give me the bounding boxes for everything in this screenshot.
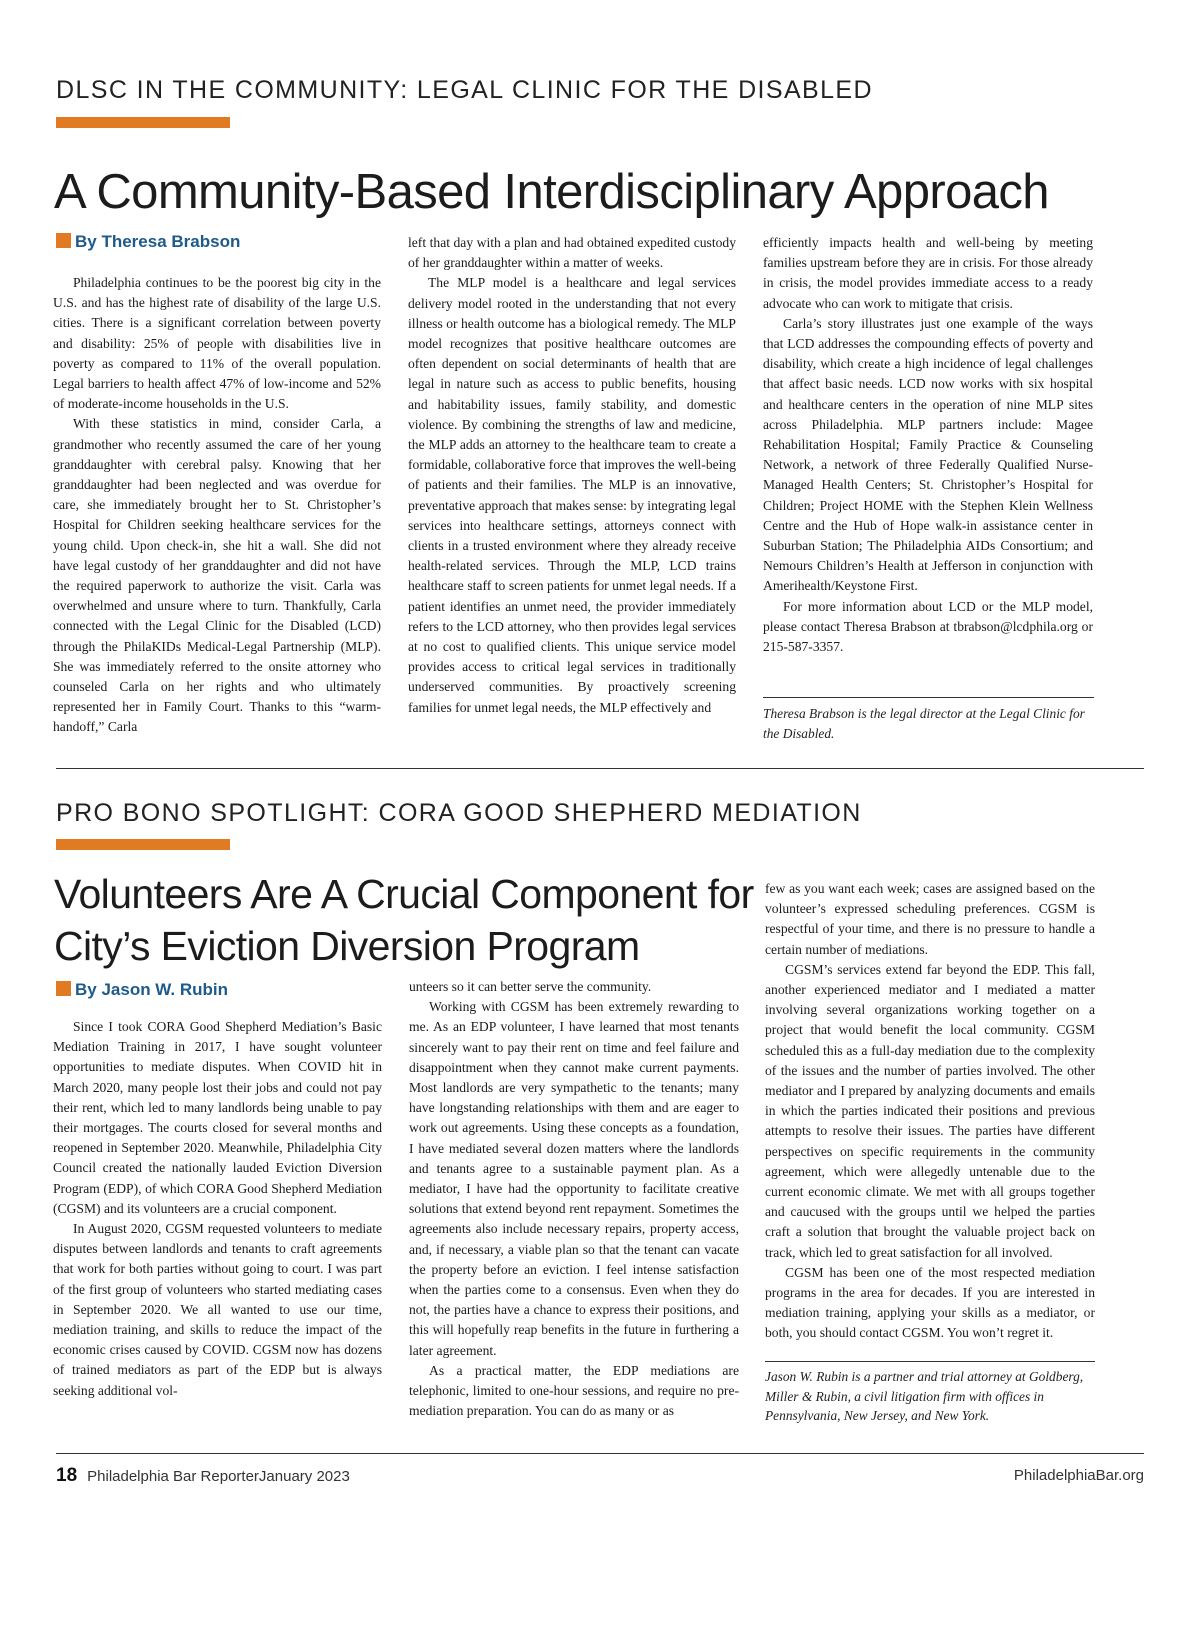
page-footer	[56, 1465, 1144, 1487]
byline-text: By Theresa Brabson	[75, 232, 241, 251]
article-column-1	[53, 273, 381, 738]
bio-rule	[763, 697, 1094, 698]
article-column-2	[408, 233, 736, 718]
section-accent-bar	[56, 839, 230, 850]
website-link[interactable]: PhiladelphiaBar.org	[1013, 1467, 1144, 1484]
paragraph-continued: few as you want each week; cases are assigned based on the volunteer’s expressed scheduling preferences. CGSM is respectful of your time, and there is no pressure to handle a certain number of mediations.	[765, 881, 1095, 957]
section-label: DLSC IN THE COMMUNITY: LEGAL CLINIC FOR THE DISABLED	[56, 76, 873, 104]
paragraph: The MLP model is a healthcare and legal services delivery model rooted in the understanding that not every illness or health outcome has a biological remedy. The MLP model recognizes that positive healthcare outcomes are often dependent on social determinants of health that are legal in nature such as access to public benefits, housing and habitability issues, family stability, and domestic violence. By combining the strengths of law and medicine, the MLP adds an attorney to the healthcare team to create a formidable, collaborative force that improves the well-being of patients and their families. The MLP is an innovative, preventative approach that makes sense: by integrating legal services into healthcare settings, attorneys connect with clients in a trusted environment where they already receive health-related services. Through the MLP, LCD trains healthcare staff to screen patients for unmet legal needs. If a patient identifies an unmet need, the provider immediately refers to the LCD attorney, who then provides legal services at no cost to qualified clients. This unique service model provides access to critical legal services in traditionally underserved communities. By proactively screening families for unmet legal needs, the MLP effectively and	[408, 275, 737, 715]
article-headline: A Community-Based Interdisciplinary Approach	[54, 165, 1049, 219]
paragraph: Philadelphia continues to be the poorest big city in the U.S. and has the highest rate of disability of the large U.S. cities. There is a significant correlation between poverty and disability: 25% of people with disabilities live in poverty as compared to 11% of the overall population. Legal barriers to health affect 47% of low-income and 52% of moderate-income households in the U.S.	[53, 275, 381, 412]
page-number: 18	[56, 1465, 78, 1486]
publication-name: Philadelphia Bar Reporter	[87, 1468, 259, 1485]
paragraph: With these statistics in mind, consider Carla, a grandmother who recently assumed the care of her young granddaughter with cerebral palsy. Knowing that her granddaughter had been neglected and was overdue for care, she immediately brought her to St. Christopher’s Hospital for Children seeking healthcare services for the young child. Upon check-in, she hit a wall. She did not have legal custody of her granddaughter and did not have the required paperwork to authorize the visit. Carla was overwhelmed and unsure where to turn. Thankfully, Carla connected with the Legal Clinic for the Disabled (LCD) through the PhilaKIDs Medical-Legal Partnership (MLP). She was immediately referred to the onsite attorney who counseled Carla on her rights and who ultimately represented her in Family Court. Thanks to this “warm-handoff,” Carla	[53, 416, 381, 735]
article-column-1	[53, 1017, 382, 1401]
paragraph: Carla’s story illustrates just one example of the ways that LCD addresses the compounding effects of poverty and disability, which create a high incidence of legal challenges that affect basic needs. LCD now works with six hospital and healthcare centers in the operation of nine MLP sites across Philadelphia. MLP partners include: Magee Rehabilitation Hospital; Family Practice & Counseling Network, a network of three Federally Qualified Nurse-Managed Health Centers; St. Christopher’s Hospital for Children; Project HOME with the Stephen Klein Wellness Centre and the Hub of Hope walk-in assistance center in Suburban Station; The Philadelphia AIDs Consortium; and Nemours Children’s Health at Jefferson in conjunction with Amerihealth/Keystone First.	[763, 315, 1093, 594]
paragraph: In August 2020, CGSM requested volunteers to mediate disputes between landlords and tenants to craft agreements that work for both parties without going to court. I was part of the first group of volunteers who started mediating cases in September 2020. We all wanted to use our time, mediation training, and skills to reduce the impact of the economic crises caused by COVID. CGSM now has dozens of trained mediators as part of the EDP but is always seeking additional vol-	[53, 1221, 382, 1398]
author-bio: Jason W. Rubin is a partner and trial attorney at Goldberg, Miller & Rubin, a civil litigation firm with offices in Pennsylvania, New Jersey, and New York.	[765, 1369, 1084, 1423]
issue-date: January 2023	[258, 1468, 350, 1485]
bio-rule	[765, 1361, 1095, 1362]
paragraph: As a practical matter, the EDP mediations are telephonic, limited to one-hour sessions, and require no pre-mediation preparation. You can do as many or as	[409, 1362, 739, 1419]
paragraph-continued: unteers so it can better serve the community.	[409, 979, 652, 994]
article-column-3	[765, 879, 1095, 1344]
paragraph: Since I took CORA Good Shepherd Mediation’s Basic Mediation Training in 2017, I have sought volunteer opportunities to mediate disputes. When COVID hit in March 2020, many people lost their jobs and could not pay their rent, which led to many landlords being unable to pay their mortgages. The courts closed for several months and reopened in September 2020. Meanwhile, Philadelphia City Council created the nationally lauded Eviction Diversion Program (EDP), of which CORA Good Shepherd Mediation (CGSM) and its volunteers are a crucial component.	[53, 1019, 382, 1216]
paragraph-continued: efficiently impacts health and well-being by meeting families upstream before they are in crisis. For those already in crisis, the model provides immediate access to a ready advocate who can work to mitigate that crisis.	[763, 235, 1093, 311]
paragraph: Working with CGSM has been extremely rewarding to me. As an EDP volunteer, I have learned that most tenants sincerely want to pay their rent on time and feel failure and disappointment when they cannot make current payments. Most landlords are very sympathetic to the tenants; many have longstanding relationships with them and are eager to work out agreements. Using these concepts as a foundation, I have mediated several dozen matters where the landlords and tenants agree to a sustainable payment plan. As a mediator, I have had the opportunity to facilitate creative solutions that extend beyond rent repayment. Sometimes the agreements also include necessary repairs, property access, and, if necessary, a viable plan so that the tenant can vacate the property before an eviction. I feel intense satisfaction when the parties come to a consensus. Even when they do not, the parties have a chance to express their positions, and this will hopefully reap benefits in the future in furthering a later agreement.	[409, 999, 739, 1358]
paragraph: CGSM’s services extend far beyond the EDP. This fall, another experienced mediator and I mediated a matter involving several organizations working together on a project that would benefit the local community. CGSM scheduled this as a full-day mediation due to the complexity of the issues and the number of parties involved. The other mediator and I prepared by analyzing documents and emails in which the parties indicated their positions and previous attempts to resolve their issues. The parties have different perspectives on specific requirements in the community agreement, which were allegedly untenable due to the current economic climate. We met with all groups together and caucused with the groups until we helped the parties craft a solution that brought the valuable project back on track, which led to great satisfaction for all involved.	[765, 961, 1095, 1260]
square-bullet-icon	[56, 233, 71, 248]
square-bullet-icon	[56, 981, 71, 996]
byline-text: By Jason W. Rubin	[75, 980, 229, 999]
byline	[56, 232, 240, 252]
footer-divider	[56, 1453, 1144, 1454]
section-accent-bar	[56, 117, 230, 128]
article-divider	[56, 768, 1144, 769]
article-headline: Volunteers Are A Crucial Component for City’s Eviction Diversion Program	[54, 871, 754, 969]
paragraph: CGSM has been one of the most respected mediation programs in the area for decades. If you are interested in mediation training, applying your skills as a mediator, or both, you should contact CGSM. You won’t regret it.	[765, 1264, 1095, 1341]
section-label: PRO BONO SPOTLIGHT: CORA GOOD SHEPHERD MEDIATION	[56, 799, 862, 827]
byline	[56, 980, 228, 1000]
article-column-2	[409, 977, 739, 1421]
paragraph-continued: left that day with a plan and had obtained expedited custody of her granddaughter within a matter of weeks.	[408, 235, 736, 271]
paragraph: For more information about LCD or the MLP model, please contact Theresa Brabson at tbrabson@lcdphila.org or 215-587-3357.	[763, 598, 1093, 655]
author-bio: Theresa Brabson is the legal director at the Legal Clinic for the Disabled.	[763, 706, 1085, 741]
article-column-3	[763, 233, 1093, 657]
